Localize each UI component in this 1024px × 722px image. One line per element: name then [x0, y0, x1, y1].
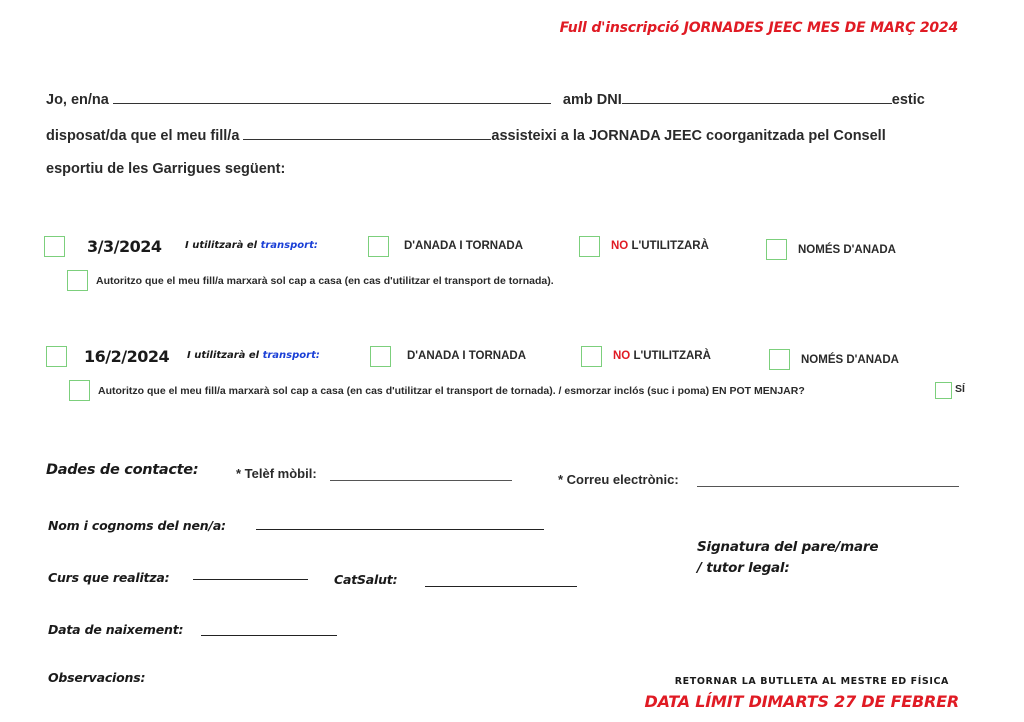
- notes-label: Observacions:: [48, 670, 146, 685]
- declaration-line-1: [46, 89, 925, 108]
- name-prefix: Jo, en/na: [46, 92, 109, 108]
- form-title: Full d'inscripció JORNADES JEEC MES DE MARÇ 2024: [559, 20, 958, 36]
- session-2-date: 16/2/2024: [84, 347, 170, 366]
- child-name-field[interactable]: [256, 529, 544, 530]
- return-note: RETORNAR LA BUTLLETA AL MESTRE ED FÍSICA: [674, 676, 949, 687]
- deadline-note: DATA LÍMIT DIMARTS 27 DE FEBRER: [644, 692, 959, 711]
- session-2-authorization-checkbox[interactable]: [69, 380, 90, 401]
- course-label: Curs que realitza:: [48, 570, 170, 585]
- session-2-authorization-text: Autoritzo que el meu fill/a marxarà sol cap a casa (en cas d'utilitzar el transport de tornada). / esmorzar inclós (suc i poma) EN POT MENJAR?: [98, 385, 805, 397]
- catsalut-label: CatSalut:: [334, 572, 398, 587]
- session-1-no-transport-label: [611, 240, 709, 252]
- transport-prefix: I utilitzarà el: [187, 350, 260, 361]
- breakfast-yes-label: SÍ: [955, 383, 965, 395]
- session-1-round-trip-label: D'ANADA I TORNADA: [404, 240, 524, 252]
- session-1-round-trip-checkbox[interactable]: [368, 236, 389, 257]
- session-2-one-way-label: NOMÉS D'ANADA: [801, 354, 899, 366]
- signature-label-line-1: Signatura del pare/mare: [697, 539, 879, 555]
- session-1-transport-label: [185, 240, 318, 251]
- catsalut-field[interactable]: [425, 586, 577, 587]
- course-field[interactable]: [193, 579, 308, 580]
- birth-date-label: Data de naixement:: [48, 622, 184, 637]
- session-1-one-way-checkbox[interactable]: [766, 239, 787, 260]
- declaration-line-2: [46, 125, 886, 144]
- transport-prefix: I utilitzarà el: [185, 240, 258, 251]
- child-prefix: disposat/da que el meu fill/a: [46, 128, 240, 144]
- dni-blank[interactable]: [622, 89, 892, 104]
- no-word: NO: [613, 350, 631, 362]
- session-2-no-transport-checkbox[interactable]: [581, 346, 602, 367]
- session-1-authorization-text: Autoritzo que el meu fill/a marxarà sol cap a casa (en cas d'utilitzar el transport de tornada).: [96, 275, 554, 287]
- phone-label: * Telèf mòbil:: [236, 466, 317, 481]
- breakfast-yes-checkbox[interactable]: [935, 382, 952, 399]
- session-1-authorization-checkbox[interactable]: [67, 270, 88, 291]
- transport-word: transport:: [260, 240, 318, 251]
- session-2-checkbox[interactable]: [46, 346, 67, 367]
- birth-date-field[interactable]: [201, 635, 337, 636]
- session-2-round-trip-label: D'ANADA I TORNADA: [407, 350, 527, 362]
- no-suffix: L'UTILITZARÀ: [633, 350, 711, 362]
- session-2-transport-label: [187, 350, 320, 361]
- email-label: * Correu electrònic:: [558, 472, 679, 487]
- email-field[interactable]: [697, 486, 959, 487]
- transport-word: transport:: [262, 350, 320, 361]
- child-name-label: Nom i cognoms del nen/a:: [48, 518, 226, 533]
- contact-heading: Dades de contacte:: [46, 462, 199, 478]
- session-2-one-way-checkbox[interactable]: [769, 349, 790, 370]
- session-1-checkbox[interactable]: [44, 236, 65, 257]
- dni-label: amb DNI: [562, 92, 622, 108]
- session-1-date: 3/3/2024: [87, 237, 162, 256]
- session-1-one-way-label: NOMÉS D'ANADA: [798, 244, 896, 256]
- declaration-line-3: esportiu de les Garrigues següent:: [46, 161, 286, 177]
- line1-suffix: estic: [891, 92, 925, 108]
- no-word: NO: [611, 240, 629, 252]
- child-name-blank[interactable]: [243, 125, 491, 140]
- line2-suffix: assisteixi a la JORNADA JEEC coorganitzada pel Consell: [491, 128, 886, 144]
- session-2-round-trip-checkbox[interactable]: [370, 346, 391, 367]
- parent-name-blank[interactable]: [113, 89, 551, 104]
- no-suffix: L'UTILITZARÀ: [631, 240, 709, 252]
- session-1-no-transport-checkbox[interactable]: [579, 236, 600, 257]
- signature-label-line-2: / tutor legal:: [697, 560, 790, 576]
- session-2-no-transport-label: [613, 350, 711, 362]
- phone-field[interactable]: [330, 480, 512, 481]
